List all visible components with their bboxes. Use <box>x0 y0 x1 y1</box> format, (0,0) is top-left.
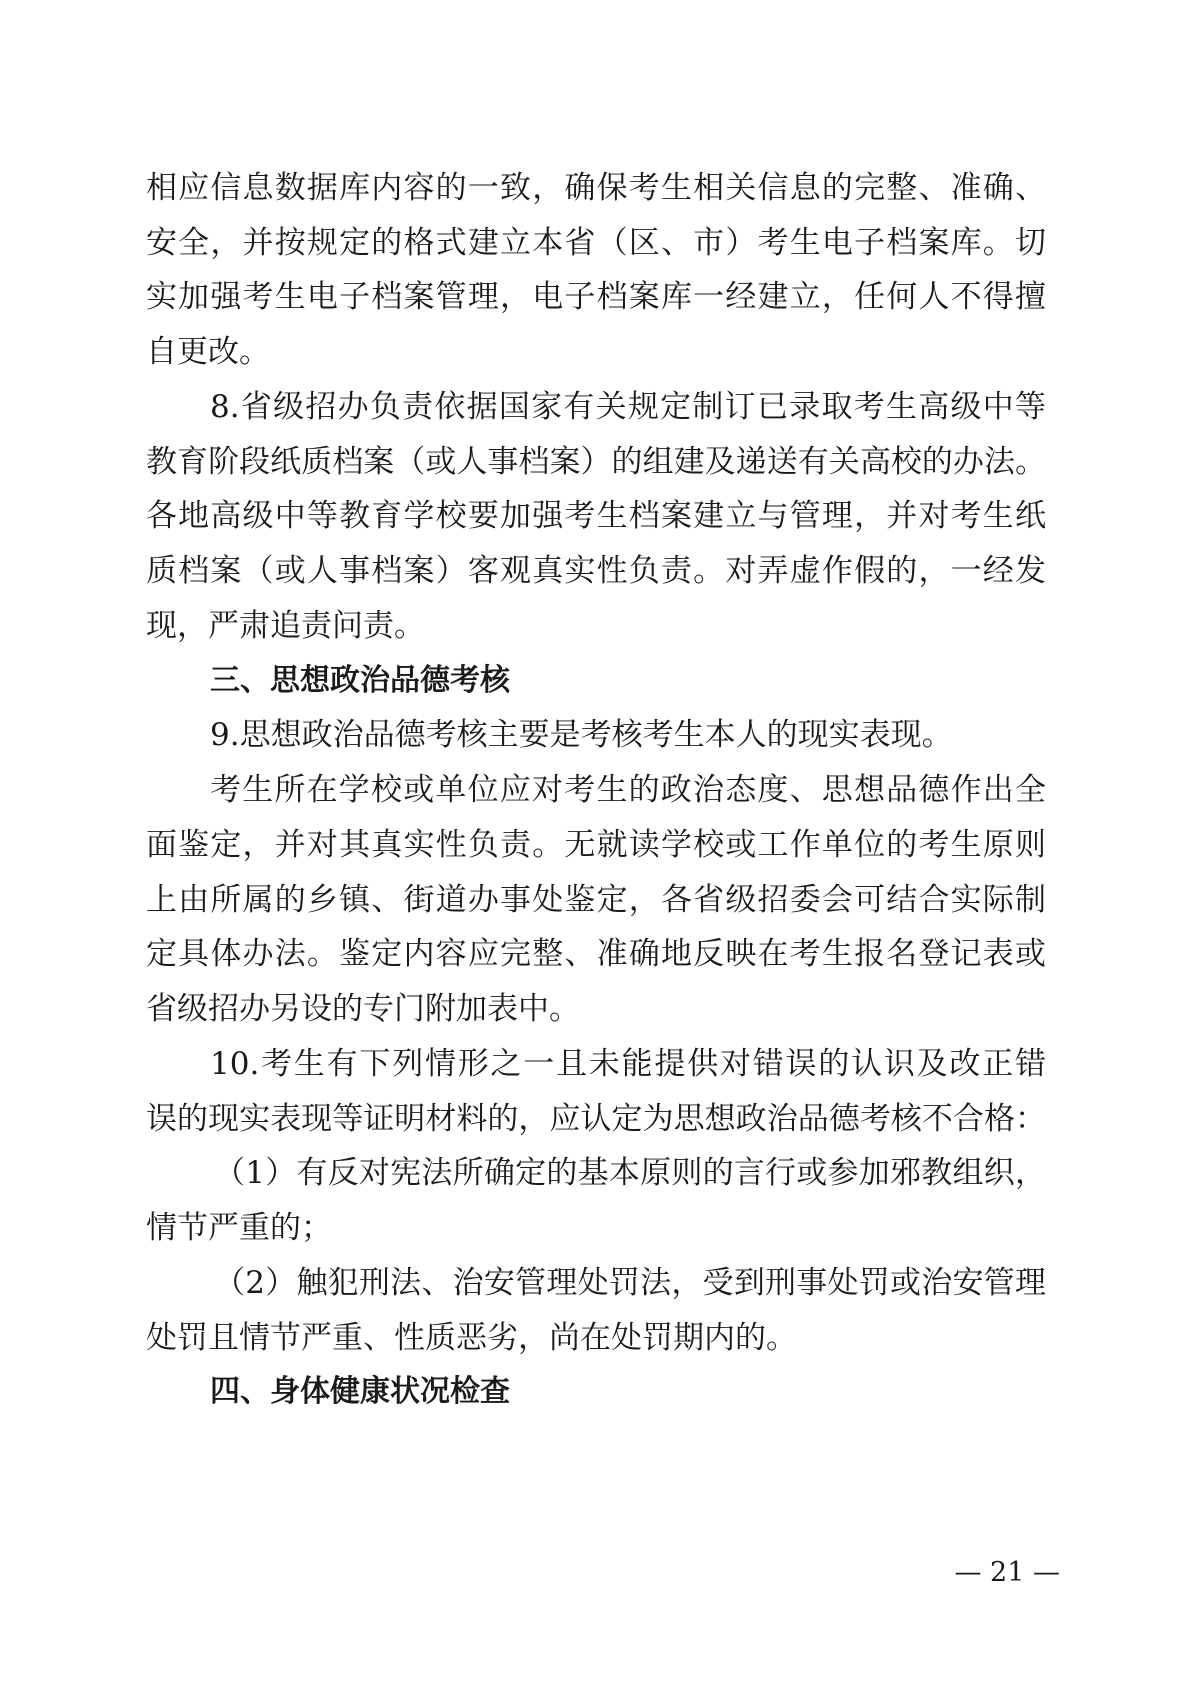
paragraph-line: 考生所在学校或单位应对考生的政治态度、思想品德作出全 <box>210 772 1046 808</box>
paragraph-line: 实加强考生电子档案管理，电子档案库一经建立，任何人不得擅 <box>146 279 1046 315</box>
paragraph-line: 处罚且情节严重、性质恶劣，尚在处罚期内的。 <box>146 1320 797 1356</box>
paragraph-line: 上由所属的乡镇、街道办事处鉴定，各省级招委会可结合实际制 <box>146 882 1046 918</box>
paragraph-line: 相应信息数据库内容的一致，确保考生相关信息的完整、准确、 <box>146 170 1046 206</box>
section-heading: 三、思想政治品德考核 <box>210 663 510 698</box>
paragraph-line: 省级招办另设的专门附加表中。 <box>146 991 580 1027</box>
page-number: — 21 — <box>954 1557 1060 1588</box>
paragraph-line: 质档案（或人事档案）客观真实性负责。对弄虚作假的，一经发 <box>146 553 1046 589</box>
paragraph-line: 面鉴定，并对其真实性负责。无就读学校或工作单位的考生原则 <box>146 827 1046 863</box>
paragraph-line: 现，严肃追责问责。 <box>146 608 425 644</box>
paragraph-line: 8.省级招办负责依据国家有关规定制订已录取考生高级中等 <box>210 389 1046 425</box>
paragraph-line: 安全，并按规定的格式建立本省（区、市）考生电子档案库。切 <box>146 225 1046 261</box>
paragraph-line: 教育阶段纸质档案（或人事档案）的组建及递送有关高校的办法。 <box>146 444 1046 480</box>
paragraph-line: 自更改。 <box>146 334 270 370</box>
paragraph-line: （2）触犯刑法、治安管理处罚法，受到刑事处罚或治安管理 <box>214 1265 1046 1301</box>
paragraph-line: 定具体办法。鉴定内容应完整、准确地反映在考生报名登记表或 <box>146 936 1046 972</box>
paragraph-line: 各地高级中等教育学校要加强考生档案建立与管理，并对考生纸 <box>146 498 1046 534</box>
section-heading: 四、身体健康状况检查 <box>210 1374 510 1409</box>
paragraph-line: 9.思想政治品德考核主要是考核考生本人的现实表现。 <box>210 717 953 753</box>
paragraph-line: （1）有反对宪法所确定的基本原则的言行或参加邪教组织， <box>214 1155 1046 1191</box>
paragraph-line: 误的现实表现等证明材料的，应认定为思想政治品德考核不合格： <box>146 1101 1046 1137</box>
paragraph-line: 10.考生有下列情形之一且未能提供对错误的认识及改正错 <box>210 1046 1046 1082</box>
paragraph-line: 情节严重的； <box>146 1210 332 1246</box>
